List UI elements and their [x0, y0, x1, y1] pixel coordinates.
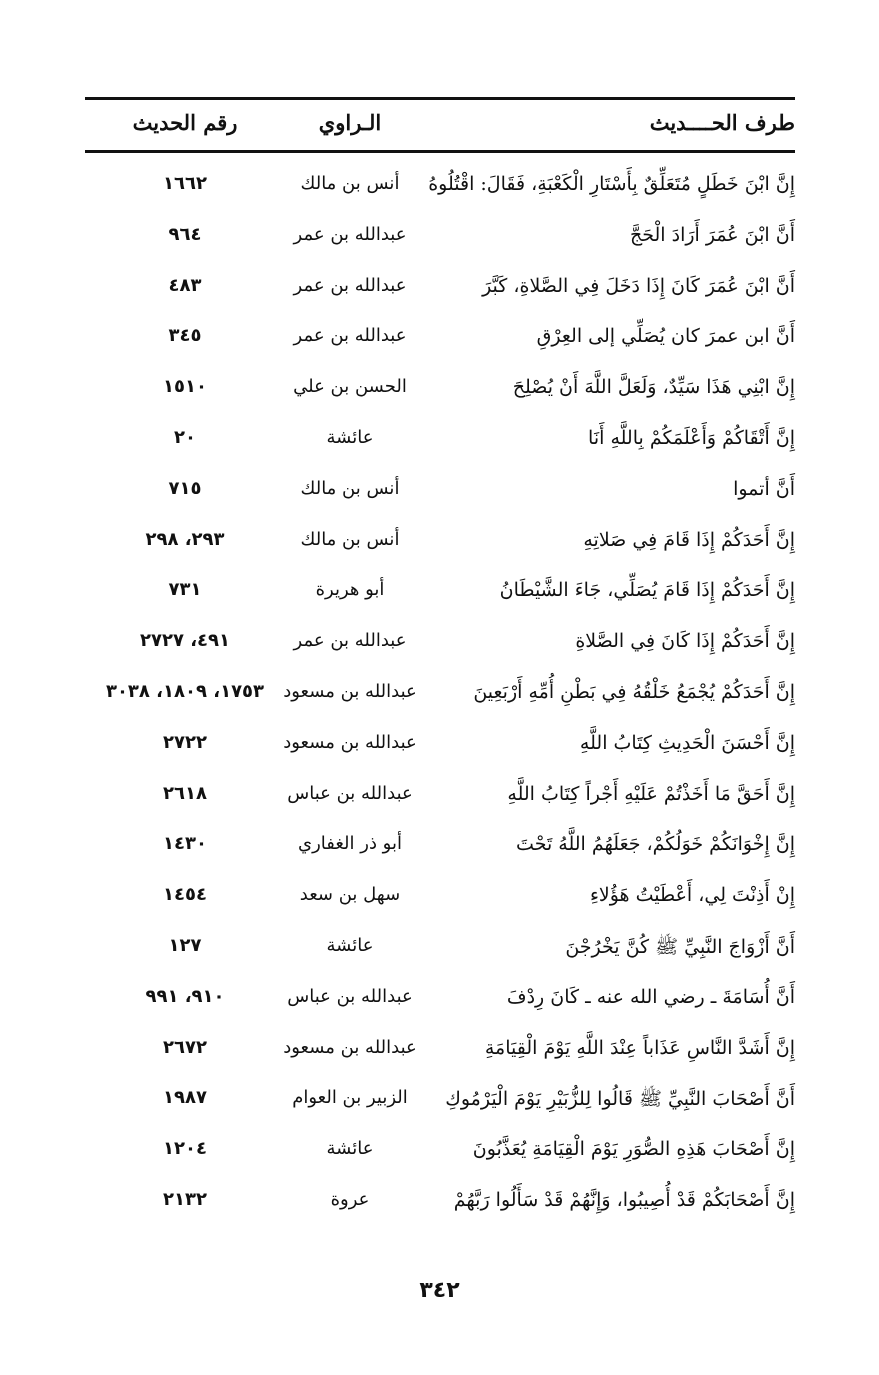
table-row	[85, 1074, 795, 1125]
hadith-text: أَنَّ ابن عمرَ كان يُصَلِّي إلى العِرْقِ	[536, 325, 795, 348]
hadith-text: إِنَّ أَتْقَاكُمْ وَأَعْلَمَكُمْ بِاللَّهِ أَنَا	[588, 426, 795, 449]
page-number: ٣٤٢	[419, 1278, 460, 1303]
narrator: عبدالله بن عباس	[287, 985, 413, 1007]
hadith-number: ٩١٠، ٩٩١	[145, 985, 225, 1007]
hadith-text: أَنَّ ابْنَ عُمَرَ أَرَادَ الْحَجَّ	[629, 223, 795, 246]
hadith-number: ٢٦٧٢	[163, 1036, 207, 1058]
table-row	[85, 566, 795, 617]
narrator: الزبير بن العوام	[292, 1087, 408, 1109]
table-row	[85, 617, 795, 668]
table-row	[85, 160, 795, 211]
hadith-number: ٢١٣٢	[163, 1188, 207, 1210]
hadith-text: إِنَّ أَصْحَابَكُمْ قَدْ أُصِيبُوا، وَإِنَّهُمْ قَدْ سَأَلُوا رَبَّهُمْ	[453, 1188, 795, 1211]
table-row	[85, 1125, 795, 1176]
hadith-number: ٢٠	[174, 426, 196, 448]
hadith-text: إِنَّ أَحَدَكُمْ إِذَا قَامَ فِي صَلاتِهِ	[583, 528, 795, 551]
table-row	[85, 211, 795, 262]
narrator: الحسن بن علي	[293, 376, 407, 398]
hadith-number: ٧١٥	[168, 477, 202, 499]
header-hadith: طرف الحــــديث	[649, 110, 795, 135]
hadith-text: إِنَّ أَحَقَّ مَا أَخَذْتُمْ عَلَيْهِ أَجْراً كِتَابُ اللَّهِ	[507, 782, 795, 805]
hadith-number: ١٢٧	[168, 934, 202, 956]
hadith-number: ١٤٣٠	[163, 833, 207, 855]
hadith-number: ١٢٠٤	[163, 1138, 207, 1160]
hadith-number: ١٧٥٣، ١٨٠٩، ٣٠٣٨	[105, 680, 265, 702]
narrator: أنس بن مالك	[300, 173, 400, 194]
narrator: عائشة	[326, 934, 374, 956]
hadith-table	[85, 160, 795, 1227]
narrator: أبو ذر الغفاري	[297, 833, 402, 855]
hadith-number: ٩٦٤	[168, 223, 202, 245]
header-rule	[85, 150, 795, 153]
hadith-text: أَنَّ أَصْحَابَ النَّبِيِّ ﷺ قَالُوا لِلزُّبَيْرِ يَوْمَ الْيَرْمُوكِ	[445, 1088, 795, 1111]
narrator: عبدالله بن مسعود	[283, 731, 417, 753]
hadith-number: ٢٦١٨	[163, 782, 207, 804]
table-row	[85, 363, 795, 414]
table-row	[85, 973, 795, 1024]
narrator: أبو هريرة	[315, 579, 385, 601]
hadith-number: ١٥١٠	[163, 376, 207, 398]
hadith-text: إِنْ أَذِنْتَ لِي، أَعْطَيْتُ هَؤُلاءِ	[589, 884, 795, 907]
hadith-text: إِنَّ ابْنَ خَطَلٍ مُتَعَلِّقٌ بِأَسْتَارِ الْكَعْبَةِ، فَقَالَ: اقْتُلُوهُ	[428, 173, 795, 195]
header-narrator: الـراوي	[318, 110, 382, 135]
table-row	[85, 871, 795, 922]
narrator: عبدالله بن عمر	[293, 325, 407, 347]
hadith-text: أَنَّ ابْنَ عُمَرَ كَانَ إِذَا دَخَلَ فِي الصَّلاةِ، كَبَّرَ	[482, 274, 795, 297]
table-row	[85, 719, 795, 770]
table-row	[85, 1176, 795, 1227]
hadith-number: ٢٧٢٢	[163, 731, 207, 753]
table-row	[85, 922, 795, 973]
hadith-text: إِنَّ أَحَدَكُمْ يُجْمَعُ خَلْقُهُ فِي بَطْنِ أُمِّهِ أَرْبَعِينَ	[473, 680, 795, 703]
narrator: عائشة	[326, 1138, 374, 1160]
table-row	[85, 414, 795, 465]
table-row	[85, 820, 795, 871]
header-number: رقم الحديث	[132, 110, 238, 135]
table-row	[85, 1024, 795, 1075]
hadith-text: أَنَّ أتموا	[733, 477, 795, 500]
hadith-text: أَنَّ أَزْوَاجَ النَّبِيِّ ﷺ كُنَّ يَخْرُجْنَ	[565, 935, 795, 958]
hadith-text: إِنَّ أَحَدَكُمْ إِذَا قَامَ يُصَلِّي، جَاءَ الشَّيْطَانُ	[499, 579, 795, 602]
narrator: أنس بن مالك	[300, 477, 400, 499]
hadith-text: إِنَّ إِخْوَانَكُمْ خَوَلُكُمْ، جَعَلَهُمُ اللَّهُ تَحْتَ	[516, 833, 795, 856]
hadith-number: ١٦٦٢	[163, 173, 207, 194]
table-row	[85, 668, 795, 719]
hadith-number: ٣٤٥	[168, 325, 202, 347]
narrator: عبدالله بن عباس	[287, 782, 413, 804]
narrator: عبدالله بن عمر	[293, 630, 407, 652]
hadith-number: ٤٩١، ٢٧٢٧	[139, 630, 231, 652]
hadith-text: إِنَّ أَصْحَابَ هَذِهِ الصُّوَرِ يَوْمَ الْقِيَامَةِ يُعَذَّبُونَ	[472, 1138, 795, 1161]
hadith-number: ٤٨٣	[168, 274, 202, 296]
hadith-number: ٢٩٣، ٢٩٨	[145, 528, 225, 550]
narrator: عبدالله بن مسعود	[283, 680, 417, 702]
table-row	[85, 262, 795, 313]
hadith-text: إِنَّ ابْنِي هَذَا سَيِّدٌ، وَلَعَلَّ اللَّهَ أَنْ يُصْلِحَ	[512, 376, 795, 399]
hadith-text: إِنَّ أَحْسَنَ الْحَدِيثِ كِتَابُ اللَّهِ	[579, 731, 795, 754]
hadith-text: إِنَّ أَحَدَكُمْ إِذَا كَانَ فِي الصَّلاةِ	[575, 630, 795, 653]
narrator: عروة	[330, 1188, 370, 1210]
narrator: أنس بن مالك	[300, 528, 400, 550]
hadith-text: إِنَّ أَشَدَّ النَّاسِ عَذَاباً عِنْدَ اللَّهِ يَوْمَ الْقِيَامَةِ	[484, 1036, 795, 1059]
hadith-number: ٧٣١	[168, 579, 202, 601]
hadith-text: أَنَّ أُسَامَةَ ـ رضي الله عنه ـ كَانَ رِدْفَ	[506, 985, 795, 1008]
table-row	[85, 465, 795, 516]
narrator: عائشة	[326, 426, 374, 448]
table-row	[85, 312, 795, 363]
narrator: عبدالله بن عمر	[293, 274, 407, 296]
table-row	[85, 770, 795, 821]
hadith-number: ١٩٨٧	[163, 1087, 207, 1109]
narrator: عبدالله بن عمر	[293, 223, 407, 245]
table-header	[85, 100, 795, 150]
table-row	[85, 516, 795, 567]
narrator: سهل بن سعد	[299, 884, 401, 906]
hadith-number: ١٤٥٤	[163, 884, 207, 906]
narrator: عبدالله بن مسعود	[283, 1036, 417, 1058]
